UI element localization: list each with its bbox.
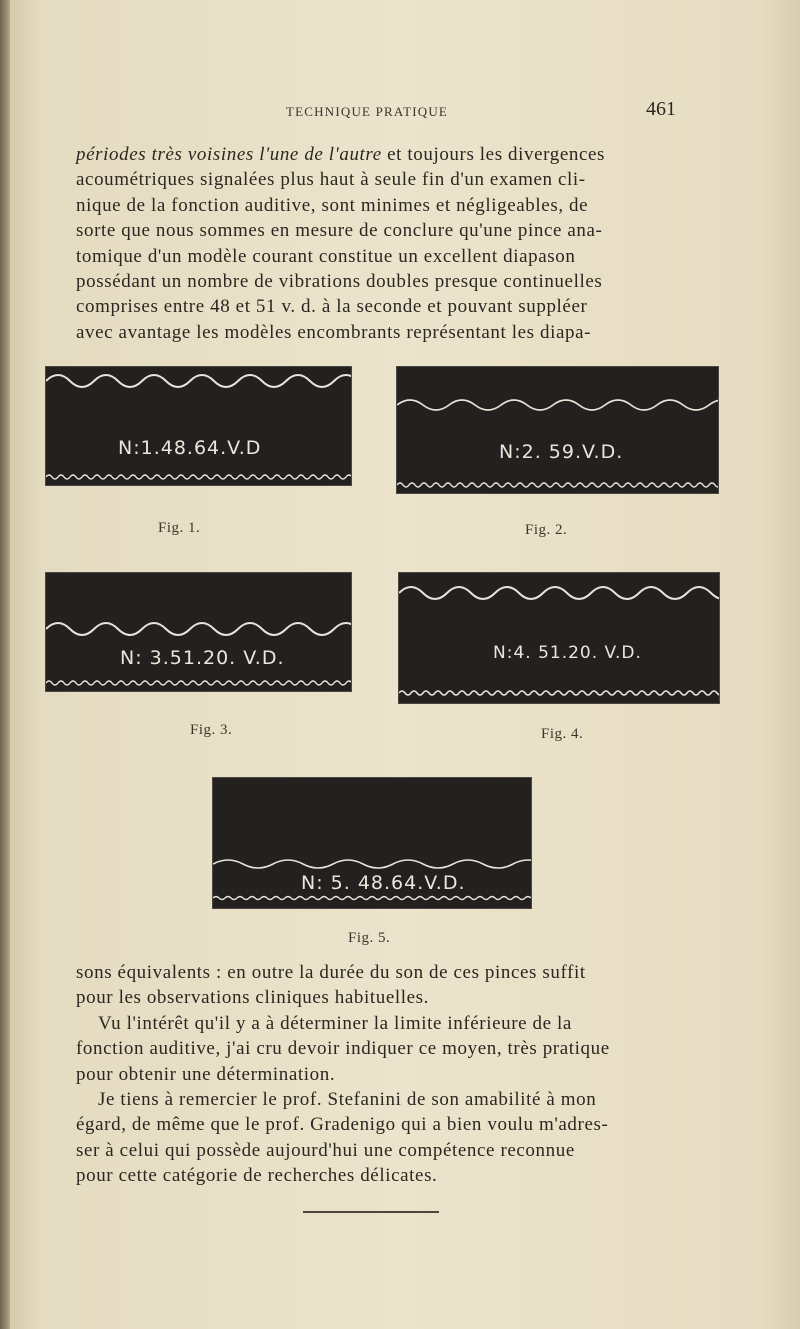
paragraph-line: tomique d'un modèle courant constitue un excellent diapason	[76, 245, 576, 267]
figure-4-caption: Fig. 4.	[541, 726, 584, 742]
paragraph-line: avec avantage les modèles encombrants représentant les diapa-	[76, 321, 592, 343]
wave-fine	[399, 691, 719, 695]
paragraph-line: ser à celui qui possède aujourd'hui une compétence reconnue	[76, 1139, 575, 1161]
paragraph-line: pour obtenir une détermination.	[76, 1063, 336, 1085]
paragraph-line: acoumétriques signalées plus haut à seule fin d'un examen cli-	[76, 169, 586, 191]
tracing-waves	[397, 367, 718, 493]
figure-1-caption: Fig. 1.	[158, 520, 201, 536]
wave-fine	[46, 475, 351, 479]
figure-1-label: N:1.48.64.V.D	[118, 437, 262, 459]
paragraph-top	[76, 142, 678, 345]
paragraph-line: pour cette catégorie de recherches délicates.	[76, 1165, 438, 1187]
wave-fine	[213, 897, 531, 900]
figure-3-caption: Fig. 3.	[190, 722, 233, 738]
tracing-waves	[46, 367, 351, 485]
wave-large	[399, 587, 719, 599]
paragraph-bottom	[76, 960, 678, 1189]
wave-fine	[397, 483, 718, 487]
figure-5-caption: Fig. 5.	[348, 930, 391, 946]
tracing-waves	[399, 573, 719, 703]
wave-large	[213, 860, 531, 868]
paragraph-line: Je tiens à remercier le prof. Stefanini de son amabilité à mon	[98, 1089, 597, 1111]
figure-5-tracing	[212, 777, 532, 909]
figure-4-tracing	[398, 572, 720, 704]
paragraph-line: comprises entre 48 et 51 v. d. à la seconde et pouvant suppléer	[76, 296, 588, 318]
page-number: 461	[646, 98, 676, 120]
tracing-waves	[46, 573, 351, 691]
end-rule	[303, 1211, 439, 1213]
figure-4-label: N:4. 51.20. V.D.	[493, 643, 642, 663]
wave-fine	[46, 681, 351, 685]
figure-5-label: N: 5. 48.64.V.D.	[301, 872, 466, 894]
running-title: TECHNIQUE PRATIQUE	[286, 104, 449, 119]
wave-large	[46, 623, 351, 635]
paragraph-line: nique de la fonction auditive, sont minimes et négligeables, de	[76, 194, 589, 216]
paragraph-line: sons équivalents : en outre la durée du son de ces pinces suffit	[76, 962, 586, 983]
paragraph-line: Vu l'intérêt qu'il y a à déterminer la limite inférieure de la	[98, 1012, 572, 1034]
paragraph-line: pour les observations cliniques habituelles.	[76, 987, 430, 1009]
figure-2-tracing	[396, 366, 719, 494]
paragraph-line: sorte que nous sommes en mesure de conclure qu'une pince ana-	[76, 220, 603, 242]
book-spine-shadow	[0, 0, 10, 1329]
paragraph-line: possédant un nombre de vibrations doubles presque continuelles	[76, 271, 603, 293]
figure-2-caption: Fig. 2.	[525, 522, 568, 538]
figure-3-label: N: 3.51.20. V.D.	[120, 647, 285, 669]
figure-1-tracing	[45, 366, 352, 486]
paragraph-line: fonction auditive, j'ai cru devoir indiquer ce moyen, très pratique	[76, 1038, 610, 1060]
figure-2-label: N:2. 59.V.D.	[499, 441, 624, 463]
paragraph-line: et toujours les divergences	[381, 144, 606, 165]
italic-lead: périodes très voisines l'une de l'autre	[76, 144, 382, 165]
figure-3-tracing	[45, 572, 352, 692]
paragraph-line: égard, de même que le prof. Gradenigo qui a bien voulu m'adres-	[76, 1114, 609, 1136]
wave-large	[397, 400, 718, 410]
wave-large	[46, 375, 351, 387]
